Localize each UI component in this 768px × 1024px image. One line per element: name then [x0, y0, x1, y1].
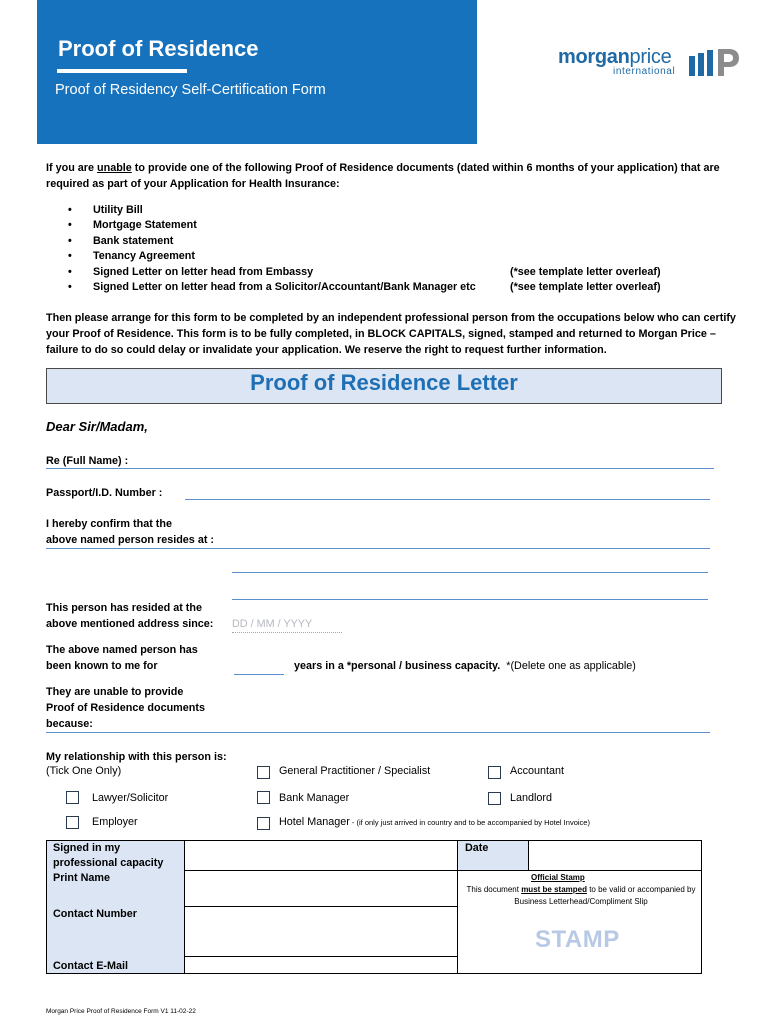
- page-subtitle: Proof of Residency Self-Certification Form: [55, 82, 326, 98]
- letter-title: Proof of Residence Letter: [250, 370, 518, 395]
- stamp-title: Official Stamp: [531, 873, 585, 882]
- list-item: • Signed Letter on letter head from Embassy (*see template letter overleaf): [68, 265, 661, 278]
- hotel-manager-checkbox[interactable]: [257, 817, 270, 830]
- passport-field[interactable]: [185, 499, 710, 500]
- full-name-label: Re (Full Name) :: [46, 455, 129, 467]
- print-name-label: Print Name: [53, 872, 110, 884]
- document-list: [66, 203, 746, 295]
- intro-underlined: unable: [97, 162, 132, 174]
- date-field[interactable]: [529, 841, 702, 871]
- date-label: Date: [465, 842, 489, 854]
- address-field-line3[interactable]: [232, 599, 708, 600]
- intro-paragraph: [46, 160, 726, 192]
- lawyer-label: Lawyer/Solicitor: [92, 792, 169, 804]
- known-label-line2: been known to me for: [46, 660, 158, 672]
- signature-field[interactable]: [185, 841, 458, 871]
- unable-label-line3: because:: [46, 718, 93, 730]
- full-name-field[interactable]: [46, 468, 714, 469]
- logo-word-2: price: [629, 46, 672, 68]
- passport-label: Passport/I.D. Number :: [46, 487, 163, 499]
- contact-number-label: Contact Number: [53, 908, 137, 920]
- landlord-checkbox[interactable]: [488, 792, 501, 805]
- intro-text-2: to provide one of the following Proof of Residence documents (dated within 6 months of your application) that are required as part of your Application for Health Insurance:: [46, 162, 720, 190]
- stamp-watermark: STAMP: [535, 926, 620, 953]
- since-label-line2: above mentioned address since:: [46, 618, 214, 630]
- intro-text-1: If you are: [46, 162, 98, 174]
- greeting: Dear Sir/Madam,: [46, 419, 148, 434]
- bank-manager-label: Bank Manager: [279, 792, 350, 804]
- stamp-instructions: This document must be stamped to be valid or accompanied by Business Letterhead/Compliment Slip: [466, 885, 696, 906]
- page-title: Proof of Residence: [58, 36, 259, 61]
- years-capacity-text: years in a *personal / business capacity. *(Delete one as applicable): [294, 660, 636, 672]
- unable-label-line1: They are unable to provide: [46, 686, 184, 698]
- footer-version: Morgan Price Proof of Residence Form V1 11-02-22: [46, 1008, 196, 1015]
- address-field-line2[interactable]: [232, 572, 708, 573]
- list-item: • Bank statement: [68, 234, 174, 247]
- years-known-field[interactable]: [234, 674, 284, 675]
- list-item: • Utility Bill: [68, 204, 143, 216]
- date-since-underline: [232, 632, 342, 633]
- logo-subtitle: international: [613, 66, 676, 77]
- gp-checkbox[interactable]: [257, 766, 270, 779]
- unable-reason-field[interactable]: [46, 732, 710, 733]
- lawyer-checkbox[interactable]: [66, 791, 79, 804]
- list-item: • Tenancy Agreement: [68, 250, 196, 263]
- bank-manager-checkbox[interactable]: [257, 791, 270, 804]
- relationship-label: My relationship with this person is:: [46, 751, 227, 763]
- employer-checkbox[interactable]: [66, 816, 79, 829]
- date-since-field[interactable]: DD / MM / YYYY: [232, 618, 313, 630]
- known-label-line1: The above named person has: [46, 644, 198, 656]
- title-underline: [57, 69, 187, 73]
- address-label-line1: I hereby confirm that the: [46, 518, 172, 530]
- contact-email-field[interactable]: [185, 957, 458, 974]
- instructions-paragraph: Then please arrange for this form to be completed by an independent professional person from the occupations below who can certify your Proof of Residence. This form is to be fully completed, in BLOCK CAPITALS, signed, stamped and returned to Morgan Price –failure to do so could delay or invalidate your application. We reserve the right to request further information.: [46, 312, 736, 356]
- relationship-hint: (Tick One Only): [46, 765, 122, 777]
- contact-email-label: Contact E-Mail: [53, 960, 128, 972]
- address-field-line1[interactable]: [46, 548, 710, 549]
- logo-word-1: morgan: [558, 46, 630, 68]
- employer-label: Employer: [92, 816, 138, 828]
- hotel-manager-label: Hotel Manager - (if only just arrived in country and to be accompanied by Hotel Invoice): [279, 816, 590, 828]
- since-label-line1: This person has resided at the: [46, 602, 202, 614]
- print-name-field[interactable]: [185, 871, 458, 907]
- contact-number-field[interactable]: [185, 907, 458, 957]
- logo-mark-icon: [689, 49, 739, 76]
- gp-label: General Practitioner / Specialist: [279, 765, 431, 777]
- unable-label-line2: Proof of Residence documents: [46, 702, 205, 714]
- signed-label: Signed in my professional capacity: [53, 842, 164, 869]
- list-item: • Signed Letter on letter head from a Solicitor/Accountant/Bank Manager etc (*see template letter overleaf): [68, 280, 661, 293]
- list-item: • Mortgage Statement: [68, 219, 197, 232]
- address-label-line2: above named person resides at :: [46, 534, 215, 546]
- accountant-checkbox[interactable]: [488, 766, 501, 779]
- accountant-label: Accountant: [510, 765, 565, 777]
- landlord-label: Landlord: [510, 792, 553, 804]
